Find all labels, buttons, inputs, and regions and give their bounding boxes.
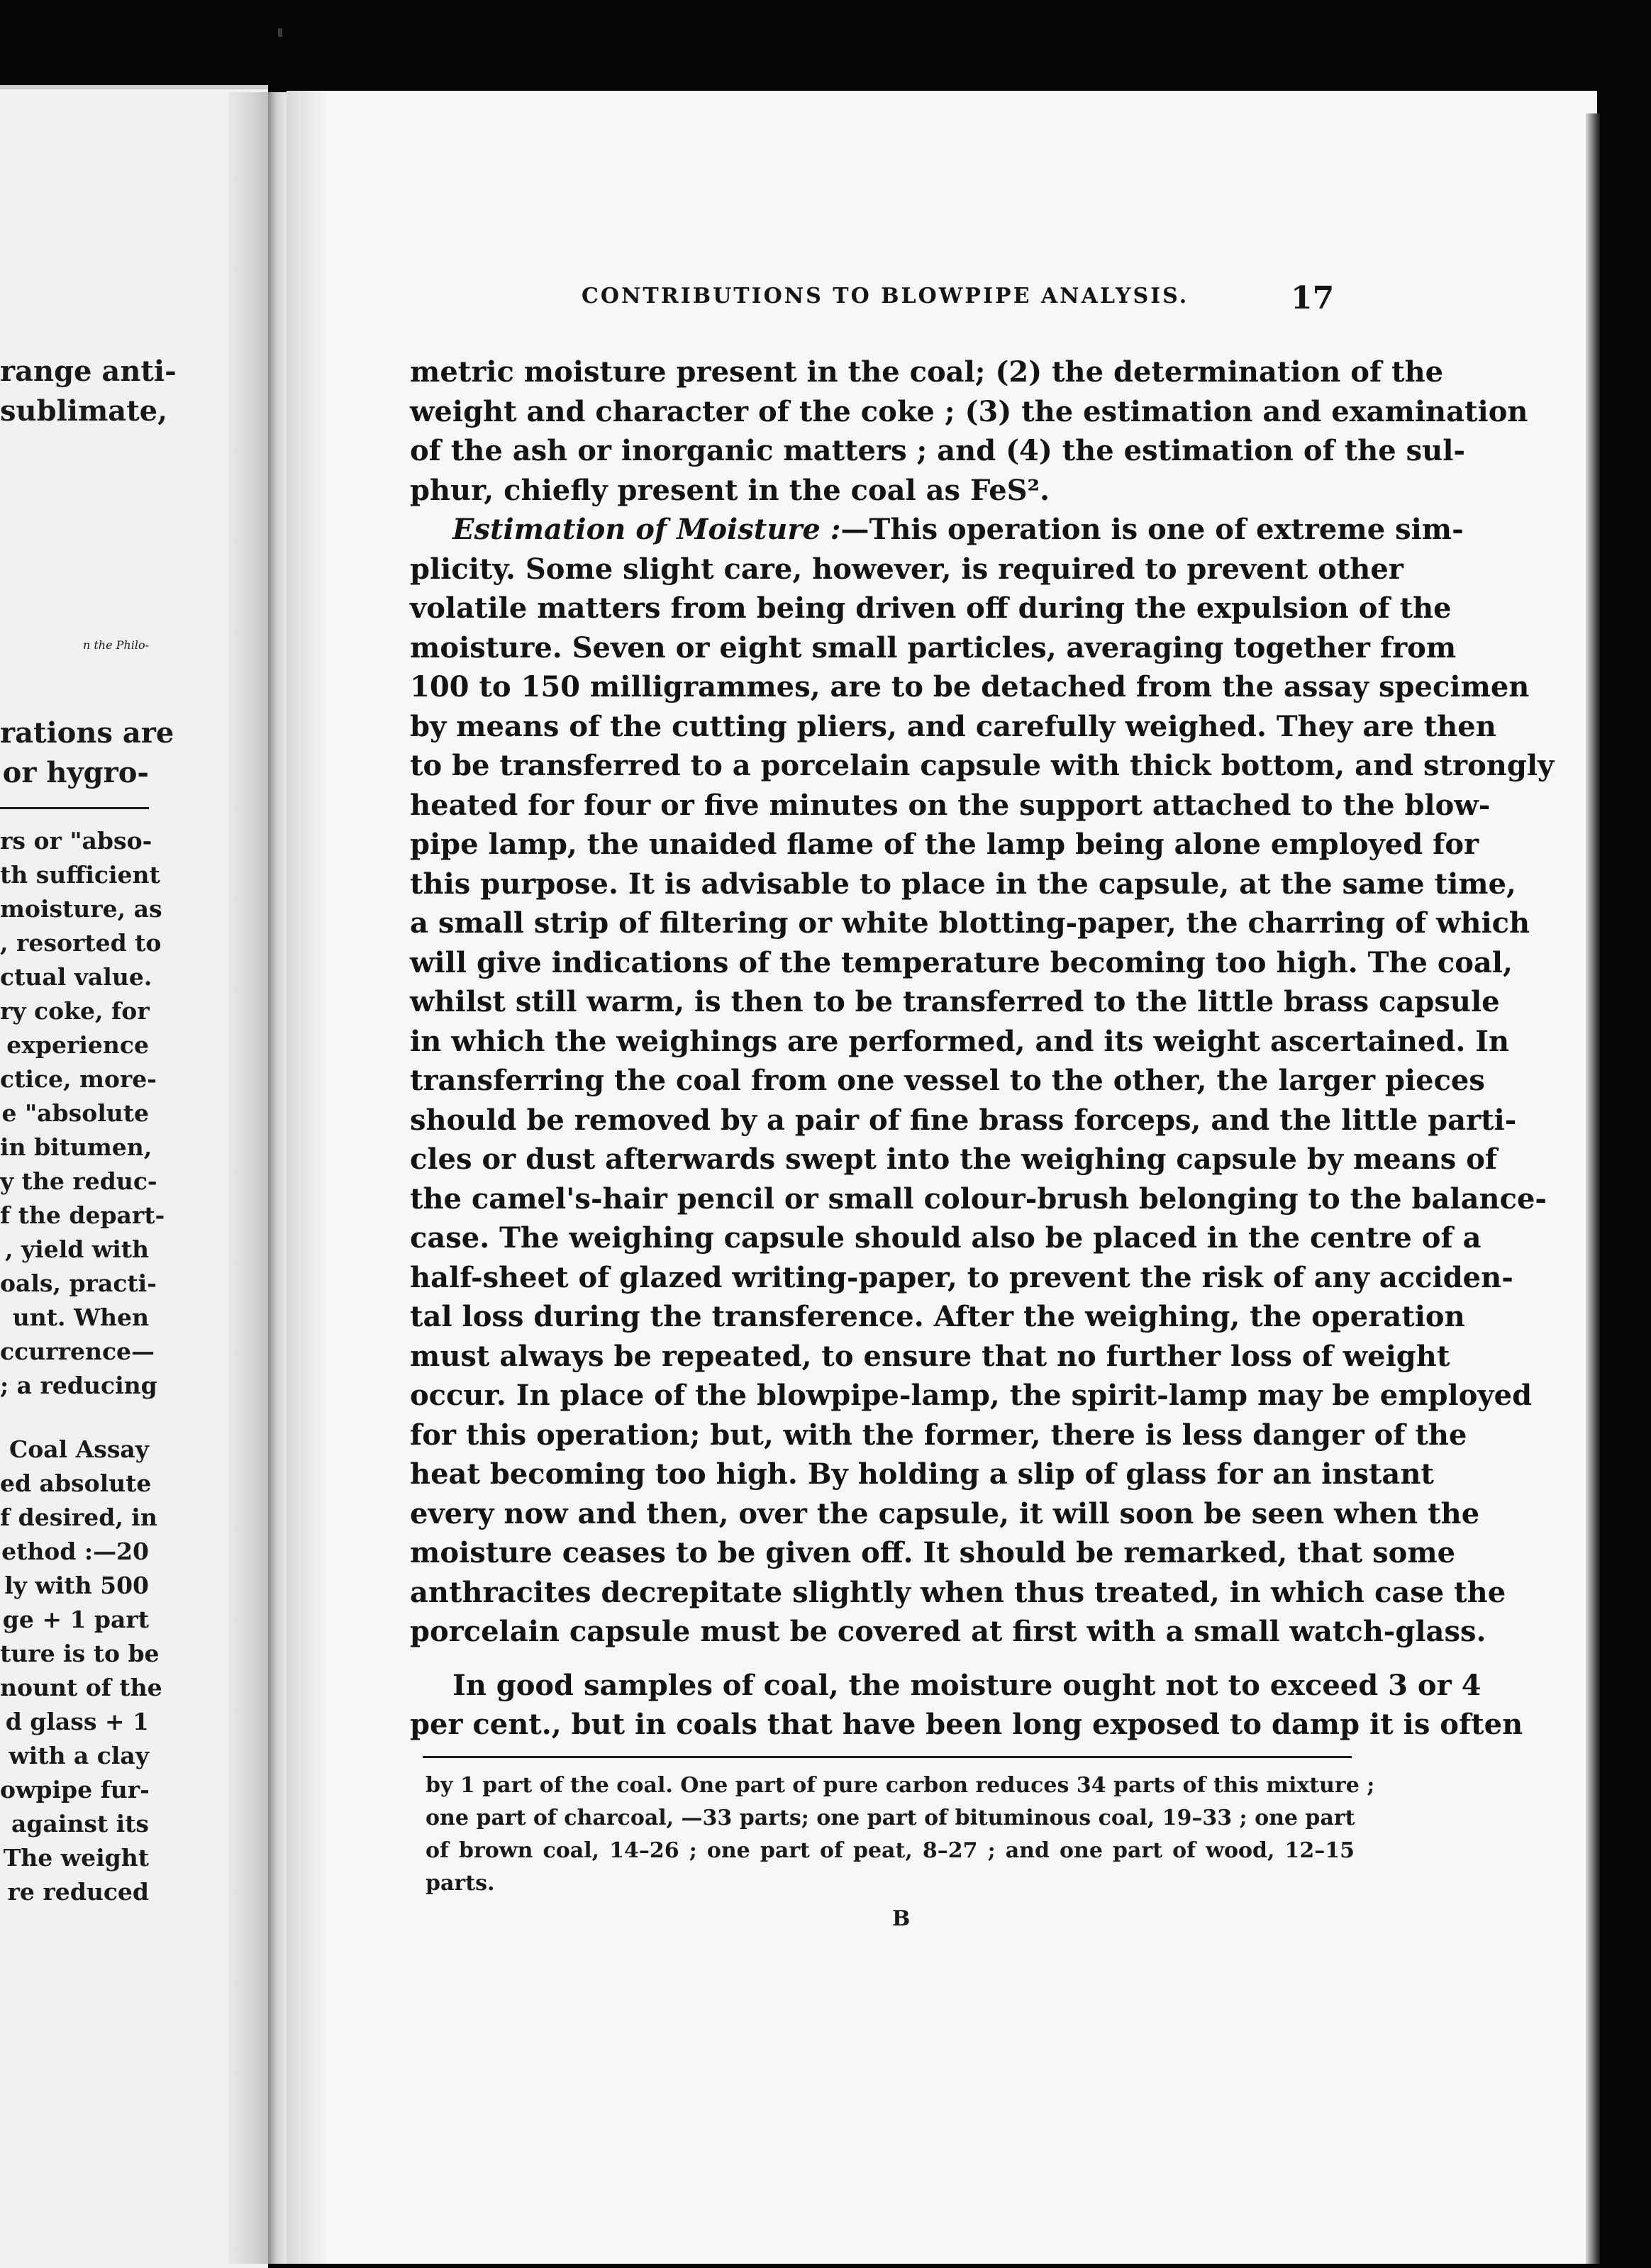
left-page-line: moisture, as (0, 895, 162, 923)
left-page-line: oals, practi- (0, 1269, 157, 1297)
body-line: phur, chiefly present in the coal as FeS². (410, 474, 1050, 507)
page-inner-shadow (287, 91, 329, 2264)
left-page-gutter (228, 92, 268, 2264)
body-line: must always be repeated, to ensure that no further loss of weight (410, 1340, 1450, 1373)
body-line: tal loss during the transference. After the weighing, the operation (410, 1300, 1465, 1333)
left-page-line: ctual value. (0, 963, 152, 991)
body-line: volatile matters from being driven off during the expulsion of the (410, 591, 1452, 625)
left-page-line: ge + 1 part (2, 1606, 149, 1633)
left-page-line: with a clay (9, 1742, 149, 1769)
footnote-line: one part of charcoal, —33 parts; one part of bituminous coal, 19–33 ; one part (426, 1806, 1355, 1830)
left-page-line: , yield with (5, 1235, 149, 1263)
body-line: this purpose. It is advisable to place in the capsule, at the same time, (410, 867, 1516, 901)
section-heading: Estimation of Moisture : (452, 513, 841, 546)
left-page-line: ctice, more- (0, 1065, 157, 1093)
left-page-line: experience (6, 1031, 149, 1059)
body-line: per cent., but in coals that have been long exposed to damp it is often (410, 1708, 1523, 1741)
book-binding-edge (268, 92, 287, 2264)
body-line: weight and character of the coke ; (3) the estimation and examination (410, 395, 1528, 428)
body-line: should be removed by a pair of fine brass forceps, and the little parti- (410, 1104, 1517, 1137)
running-head: CONTRIBUTIONS TO BLOWPIPE ANALYSIS. (582, 284, 1189, 308)
body-line: transferring the coal from one vessel to the other, the larger pieces (410, 1064, 1485, 1097)
body-line (410, 511, 1464, 549)
left-page-line: f desired, in (0, 1503, 157, 1531)
left-page-line: nount of the (0, 1674, 162, 1701)
left-page-line: range anti- (0, 355, 177, 388)
body-line: pipe lamp, the unaided flame of the lamp being alone employed for (410, 828, 1479, 861)
body-line: every now and then, over the capsule, it will soon be seen when the (410, 1497, 1480, 1530)
left-page-line: rs or "abso- (0, 827, 152, 855)
body-line: case. The weighing capsule should also be placed in the centre of a (410, 1221, 1482, 1255)
left-page-line: in bitumen, (0, 1133, 152, 1161)
body-line: heat becoming too high. By holding a slip of glass for an instant (410, 1457, 1434, 1491)
left-page-line: owpipe fur- (0, 1776, 150, 1803)
body-line: whilst still warm, is then to be transferred to the little brass capsule (410, 985, 1500, 1018)
footnote-rule (423, 1756, 1352, 1758)
body-line: the camel's-hair pencil or small colour-brush belonging to the balance- (410, 1182, 1547, 1216)
left-page-line: rations are (0, 716, 174, 750)
signature-mark: B (892, 1906, 911, 1931)
body-line: 100 to 150 milligrammes, are to be detached from the assay specimen (410, 670, 1530, 704)
body-line: for this operation; but, with the former, there is less danger of the (410, 1418, 1467, 1452)
footnote-line: parts. (426, 1871, 495, 1896)
body-line: to be transferred to a porcelain capsule with thick bottom, and strongly (410, 749, 1555, 782)
left-page-line: ture is to be (0, 1640, 160, 1667)
body-line: porcelain capsule must be covered at first with a small watch-glass. (410, 1615, 1486, 1648)
body-line: will give indications of the temperature becoming too high. The coal, (410, 946, 1513, 979)
left-page-line: e "absolute (1, 1099, 149, 1127)
left-page-line: ccurrence— (0, 1338, 155, 1365)
footnote-line: by 1 part of the coal. One part of pure carbon reduces 34 parts of this mixture ; (426, 1773, 1375, 1798)
left-page-line: ly with 500 (4, 1572, 149, 1599)
left-page-line: f the depart- (0, 1201, 165, 1229)
body-line: a small strip of filtering or white blotting-paper, the charring of which (410, 906, 1530, 940)
body-line: metric moisture present in the coal; (2) the determination of the (410, 355, 1444, 389)
page-number: 17 (1291, 280, 1335, 316)
left-page-line: unt. When (12, 1303, 149, 1331)
left-page-line: , resorted to (0, 929, 162, 957)
body-line: of the ash or inorganic matters ; and (4) the estimation of the sul- (410, 434, 1466, 467)
page-right-edge (1586, 113, 1600, 2264)
scan-speck (278, 28, 282, 37)
body-line: In good samples of coal, the moisture ought not to exceed 3 or 4 (452, 1669, 1482, 1702)
left-page-line: ry coke, for (0, 997, 150, 1025)
body-line: moisture ceases to be given off. It should be remarked, that some (410, 1536, 1456, 1569)
left-page-line: The weight (3, 1844, 149, 1872)
left-page-rule (0, 807, 149, 809)
body-line: plicity. Some slight care, however, is required to prevent other (410, 552, 1403, 586)
body-line: moisture. Seven or eight small particles, averaging together from (410, 631, 1457, 665)
body-line: in which the weighings are performed, and its weight ascertained. In (410, 1025, 1510, 1058)
body-line: anthracites decrepitate slightly when thus treated, in which case the (410, 1576, 1506, 1609)
left-page-line: ; a reducing (0, 1372, 157, 1399)
body-line: occur. In place of the blowpipe-lamp, the spirit-lamp may be employed (410, 1379, 1533, 1412)
body-text-run: —This operation is one of extreme sim- (840, 513, 1464, 546)
footnote-line: of brown coal, 14–26 ; one part of peat, 8–27 ; and one part of wood, 12–15 (426, 1838, 1355, 1863)
body-line: heated for four or five minutes on the support attached to the blow- (410, 789, 1491, 822)
left-page-line: ed absolute (0, 1469, 152, 1497)
body-line: by means of the cutting pliers, and carefully weighed. They are then (410, 710, 1496, 743)
left-page-line: ethod :—20 (1, 1538, 149, 1565)
left-page-line: d glass + 1 (5, 1708, 149, 1735)
left-page-line: Coal Assay (9, 1435, 149, 1463)
left-page-line: sublimate, (0, 394, 168, 428)
left-page-line: re reduced (7, 1878, 149, 1906)
left-page-line: y the reduc- (0, 1167, 157, 1195)
left-page-line: th sufficient (0, 861, 160, 889)
body-line: cles or dust afterwards swept into the weighing capsule by means of (410, 1143, 1498, 1176)
left-page-line: against its (11, 1810, 149, 1838)
left-page-line: or hygro- (2, 756, 149, 789)
body-line: half-sheet of glazed writing-paper, to prevent the risk of any acciden- (410, 1261, 1513, 1294)
left-page-line: n the Philo- (82, 638, 149, 652)
